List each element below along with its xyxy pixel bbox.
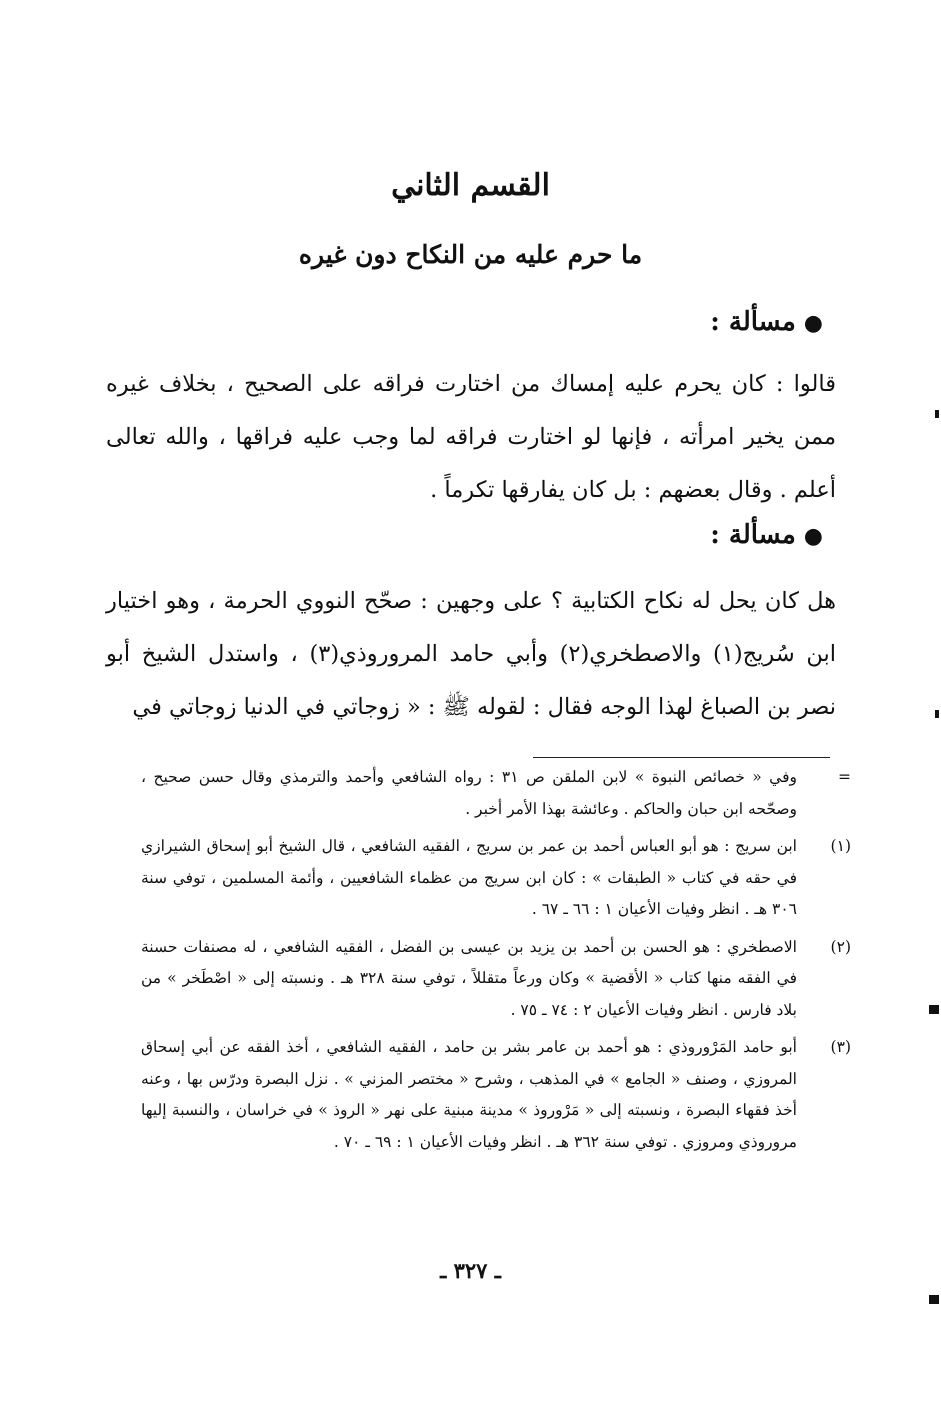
footnote-marker: (٣)	[830, 1038, 851, 1056]
footnote-text: أبو حامد المَرْوروذي : هو أحمد بن عامر بشر بن حامد ، الفقيه الشافعي ، أخذ الفقه عن أبي إسحاق المروزي ، وصنف « الجامع » في المذهب ، وشرح « مختصر المزني » . نزل البصرة ودرّس بها ، وعنه أخذ فقهاء البصرة ، ونسبته إلى « مَرْوروذ » مدينة مبنية على نهر « الروذ » في خراسان ، والنسبة إليها مروروذي ومروزي . توفي سنة ٣٦٢ هـ . انظر وفيات الأعيان ١ : ٦٩ ـ ٧٠ .	[141, 1038, 797, 1151]
issue-heading-1	[710, 307, 823, 337]
scan-mark	[935, 710, 939, 718]
issue-label: مسألة :	[710, 520, 796, 550]
issue-paragraph-2: هل كان يحل له نكاح الكتابية ؟ على وجهين : صحّح النووي الحرمة ، وهو اختيار ابن سُريج(١) والاصطخري(٢) وأبي حامد المروروذي(٣) ، واستدل الشيخ أبو نصر بن الصباغ لهذا الوجه فقال : لقوله ﷺ : « زوجاتي في الدنيا زوجاتي في	[106, 588, 836, 720]
footnote-text: الاصطخري : هو الحسن بن أحمد بن يزيد بن عيسى بن الفضل ، الفقيه الشافعي ، له مصنفات حسنة في الفقه منها كتاب « الأقضية » وكان ورعاً متقللاً ، توفي سنة ٣٢٨ هـ . ونسبته إلى « اصْطَخر » من بلاد فارس . انظر وفيات الأعيان ٢ : ٧٤ ـ ٧٥ .	[141, 937, 797, 1019]
section-title: القسم الثاني	[391, 168, 550, 203]
footnotes	[141, 762, 851, 1164]
footnote-marker: (٢)	[830, 937, 851, 956]
footnote-text: وفي « خصائص النبوة » لابن الملقن ص ٣١ : رواه الشافعي وأحمد والترمذي وقال حسن صحيح ، وصحّحه ابن حبان والحاكم . وعائشة بهذا الأمر أخبر .	[141, 768, 797, 818]
footnote-marker: =	[838, 768, 851, 786]
footnote-2	[141, 932, 851, 1027]
issue-heading-2	[710, 520, 823, 550]
footnote-marker: (١)	[830, 837, 851, 855]
page-number: ـ ٣٢٧ ـ	[440, 1258, 501, 1283]
issue-label: مسألة :	[710, 307, 796, 337]
footnote-continuation	[141, 762, 851, 825]
section-subtitle: ما حرم عليه من النكاح دون غيره	[298, 240, 643, 269]
bullet-icon: ●	[803, 523, 823, 549]
footnote-divider	[533, 757, 830, 758]
bullet-icon: ●	[803, 310, 823, 336]
footnote-1	[141, 831, 851, 926]
scan-mark	[929, 1295, 939, 1304]
issue-paragraph-1: قالوا : كان يحرم عليه إمساك من اختارت فراقه على الصحيح ، بخلاف غيره ممن يخير امرأته ، فإنها لو اختارت فراقه لما وجب عليه فراقها ، والله تعالى أعلم . وقال بعضهم : بل كان يفارقها تكرماً .	[106, 371, 836, 503]
footnote-3	[141, 1032, 851, 1158]
scan-mark	[929, 1005, 939, 1014]
scan-mark	[935, 410, 939, 418]
footnote-text: ابن سريج : هو أبو العباس أحمد بن عمر بن سريج ، الفقيه الشافعي ، قال الشيخ أبو إسحاق الشيرازي في حقه في كتاب « الطبقات » : كان ابن سريج من عظماء الشافعيين ، وأئمة المسلمين ، توفي سنة ٣٠٦ هـ . انظر وفيات الأعيان ١ : ٦٦ ـ ٦٧ .	[141, 837, 797, 918]
